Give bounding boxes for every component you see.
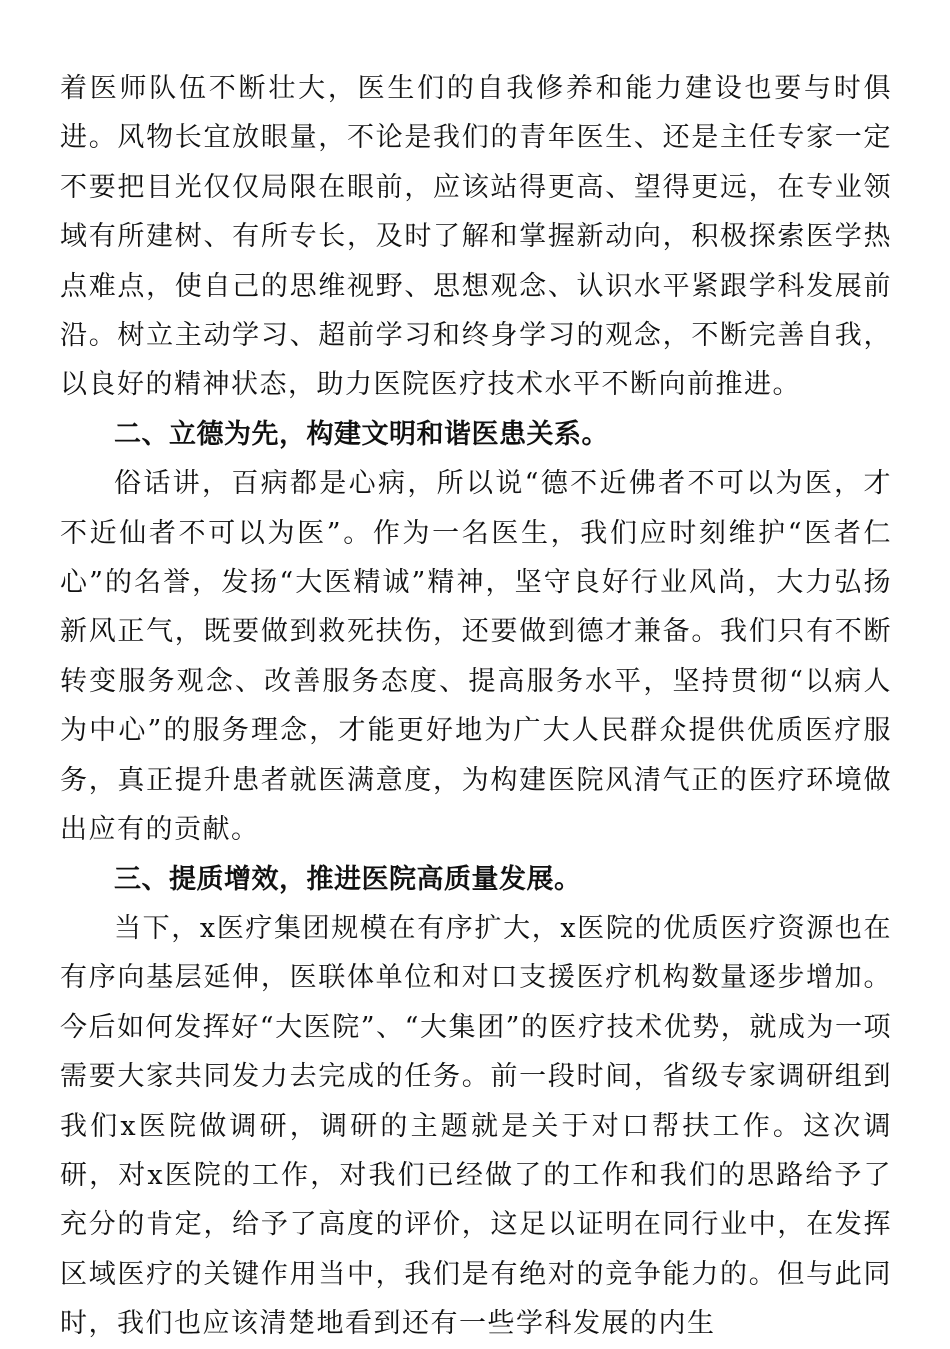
body-paragraph-1: 着医师队伍不断壮大，医生们的自我修养和能力建设也要与时俱进。风物长宜放眼量，不论是我们的青年医生、还是主任专家一定不要把目光仅仅局限在眼前，应该站得更高、望得更远，在专业领域有所建树、有所专长，及时了解和掌握新动向，积极探索医学热点难点，使自己的思维视野、思想观念、认识水平紧跟学科发展前沿。树立主动学习、超前学习和终身学习的观念，不断完善自我，以良好的精神状态，助力医院医疗技术水平不断向前推进。 <box>60 73 892 401</box>
section-heading-2: 二、立德为先，构建文明和谐医患关系。 <box>114 418 609 450</box>
section-heading-3: 三、提质增效，推进医院高质量发展。 <box>114 863 582 895</box>
body-paragraph-2: 俗话讲，百病都是心病，所以说“德不近佛者不可以为医，才不近仙者不可以为医”。作为一名医生，我们应时刻维护“医者仁心”的名誉，发扬“大医精诚”精神，坚守良好行业风尚，大力弘扬新风正气，既要做到救死扶伤，还要做到德才兼备。我们只有不断转变服务观念、改善服务态度、提高服务水平，坚持贯彻“以病人为中心”的服务理念，才能更好地为广大人民群众提供优质医疗服务，真正提升患者就医满意度，为构建医院风清气正的医疗环境做出应有的贡献。 <box>60 468 892 846</box>
body-paragraph-3: 当下，x医疗集团规模在有序扩大，x医院的优质医疗资源也在有序向基层延伸，医联体单位和对口支援医疗机构数量逐步增加。今后如何发挥好“大医院”、“大集团”的医疗技术优势，就成为一项需要大家共同发力去完成的任务。前一段时间，省级专家调研组到我们x医院做调研，调研的主题就是关于对口帮扶工作。这次调研，对x医院的工作，对我们已经做了的工作和我们的思路给予了充分的肯定，给予了高度的评价，这足以证明在同行业中，在发挥区域医疗的关键作用当中，我们是有绝对的竞争能力的。但与此同时，我们也应该清楚地看到还有一些学科发展的内生 <box>60 912 892 1340</box>
document-body <box>60 64 892 1349</box>
